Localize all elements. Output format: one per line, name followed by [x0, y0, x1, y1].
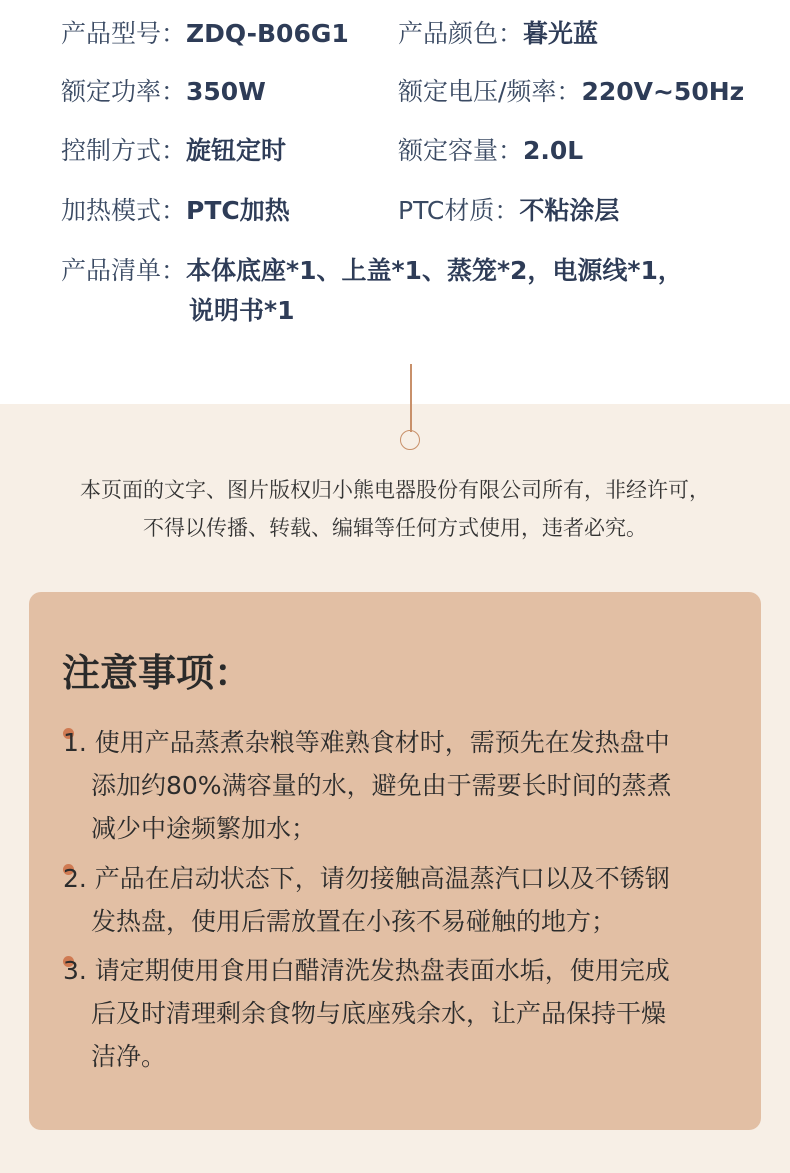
spec-label: 额定容量： [398, 136, 524, 165]
notice-line: 发热盘，使用后需放置在小孩不易碰触的地方； [91, 907, 617, 936]
spec-voltage [398, 76, 744, 108]
spec-label: 产品型号： [61, 19, 187, 48]
spec-ptc-material [398, 195, 619, 227]
spec-label: 产品清单： [61, 256, 187, 285]
divider-line [410, 364, 412, 432]
spec-value: 220V~50Hz [581, 77, 745, 106]
spec-value: PTC加热 [186, 196, 290, 225]
spec-power [61, 76, 266, 108]
spec-label: 加热模式： [61, 196, 187, 225]
spec-label: 控制方式： [61, 136, 187, 165]
spec-heating [61, 195, 290, 227]
spec-value: 不粘涂层 [519, 196, 620, 225]
spec-label: 产品颜色： [398, 19, 524, 48]
notice-line: 3. 请定期使用食用白醋清洗发热盘表面水垢，使用完成 [63, 956, 670, 985]
divider-circle [400, 430, 420, 450]
spec-value: 350W [186, 77, 266, 106]
spec-capacity [398, 135, 583, 167]
notice-box [29, 592, 761, 1130]
notice-line: 后及时清理剩余食物与底座残余水，让产品保持干燥 [91, 999, 667, 1028]
spec-packing-list-cont [189, 295, 294, 327]
spec-label: 额定功率： [61, 77, 187, 106]
spec-color [398, 18, 598, 50]
spec-value: 暮光蓝 [523, 19, 599, 48]
notice-title: 注意事项： [62, 651, 253, 695]
spec-label: PTC材质： [398, 196, 520, 225]
spec-value: 旋钮定时 [186, 136, 287, 165]
notice-line: 减少中途频繁加水； [91, 814, 317, 843]
notice-line: 1. 使用产品蒸煮杂粮等难熟食材时，需预先在发热盘中 [63, 728, 670, 757]
spec-packing-list [61, 255, 683, 287]
notice-line: 2. 产品在启动状态下，请勿接触高温蒸汽口以及不锈钢 [63, 864, 670, 893]
notice-line: 添加约80%满容量的水，避免由于需要长时间的蒸煮 [91, 771, 672, 800]
spec-value: 说明书*1 [189, 296, 295, 325]
spec-section [0, 0, 790, 404]
spec-value: 2.0L [523, 136, 584, 165]
spec-value: 本体底座*1、上盖*1、蒸笼*2，电源线*1， [186, 256, 683, 285]
spec-label: 额定电压/频率： [398, 77, 582, 106]
spec-value: ZDQ-B06G1 [186, 19, 349, 48]
notice-line: 洁净。 [91, 1042, 167, 1071]
spec-control [61, 135, 286, 167]
copyright-line-2: 不得以传播、转载、编辑等任何方式使用，违者必究。 [143, 516, 647, 540]
copyright-line-1: 本页面的文字、图片版权归小熊电器股份有限公司所有，非经许可， [80, 478, 710, 502]
spec-model [61, 18, 349, 50]
